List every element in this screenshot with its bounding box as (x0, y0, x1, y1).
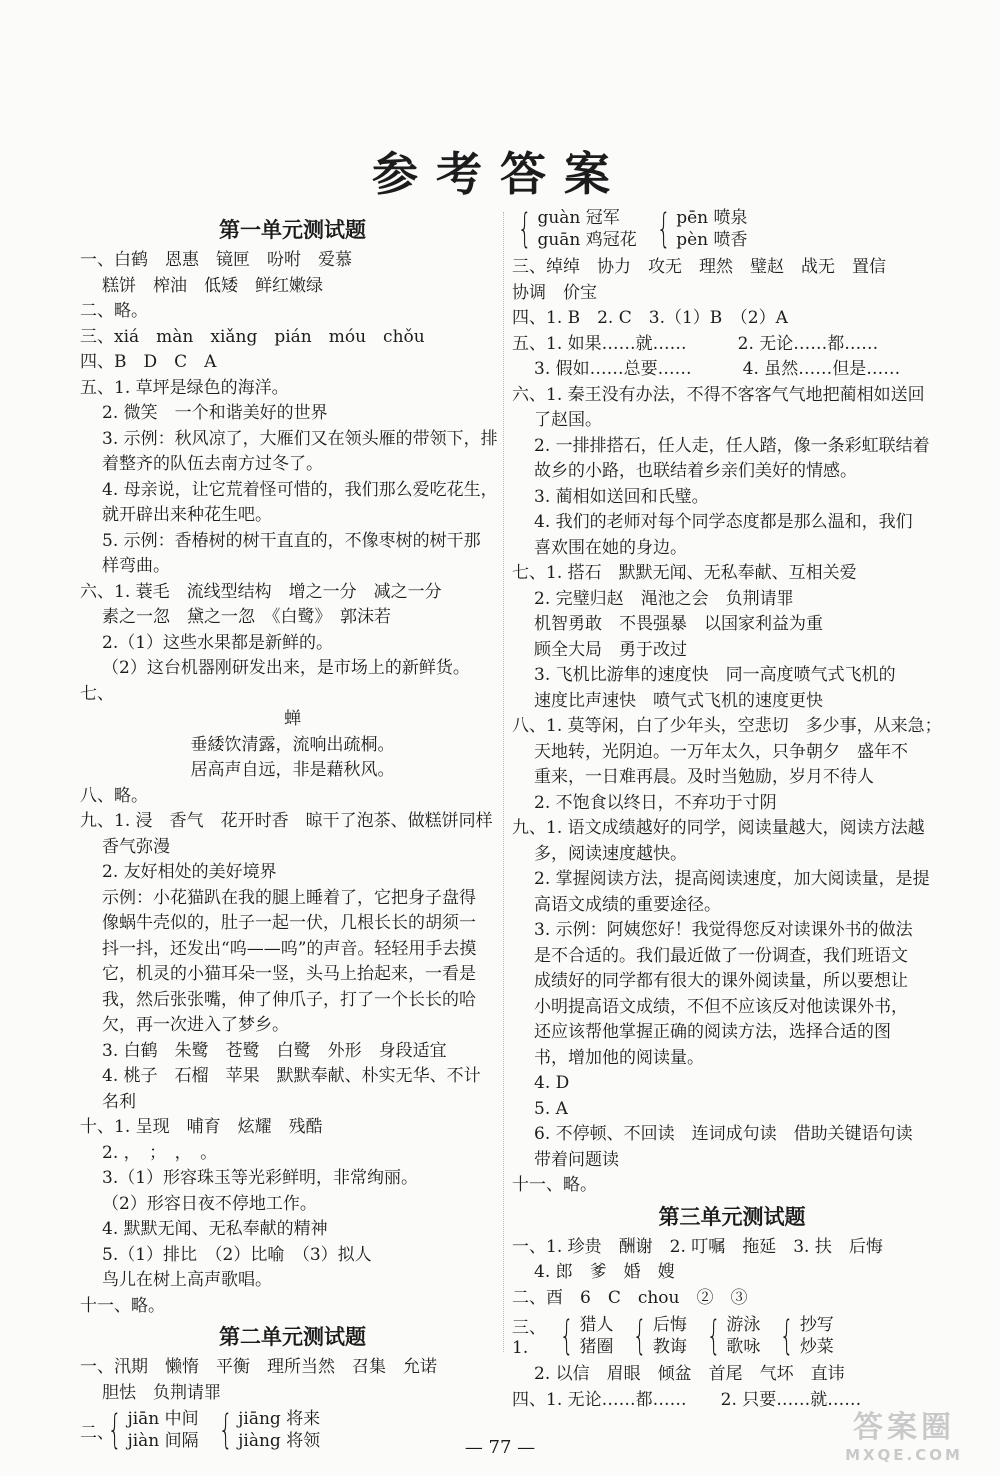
answer-line: 我，然后张张嘴，伸了伸爪子，打了一个长长的哈 (102, 989, 476, 1010)
answer-line: （2）形容日夜不停地工作。 (102, 1193, 317, 1214)
answer-line: 3. 示例：阿姨您好！我觉得您反对读课外书的做法 (534, 920, 913, 940)
pinyin-group (651, 207, 748, 251)
brace-icon: { (633, 1312, 648, 1359)
answer-line: 4. 母亲说，让它荒着怪可惜的，我们那么爱吃花生， (102, 479, 498, 500)
answer-line: 二、略。 (80, 301, 148, 321)
word-item: 炒菜 (799, 1336, 834, 1357)
answer-line: 欠，再一次进入了梦乡。 (102, 1015, 289, 1035)
answer-line: 2. 微笑 一个和谐美好的世界 (102, 403, 328, 423)
answer-line: （2）这台机器刚研发出来，是市场上的新鲜货。 (102, 658, 470, 678)
brace-icon: { (218, 1407, 233, 1453)
answer-line: 2. 不饱食以终日，不弃功于寸阴 (534, 792, 777, 813)
answer-line: 七、 (80, 683, 114, 704)
answer-line: 喜欢围在她的身边。 (534, 537, 687, 558)
answer-line: 了赵国。 (534, 410, 602, 430)
answer-line: 十一、略。 (80, 1295, 165, 1316)
answer-line: 协调 价宝 (512, 282, 597, 303)
answer-line: 示例：小花猫趴在我的腿上睡着了，它把身子盘得 (102, 887, 476, 908)
answer-line: 五、1. 如果……就…… 2. 无论……都…… (512, 333, 879, 354)
answer-line: 带着问题读 (534, 1149, 619, 1170)
answer-line: 还应该帮他掌握正确的阅读方法，选择合适的图 (534, 1022, 891, 1042)
pinyin-item: guān 鸡冠花 (537, 230, 637, 250)
answer-line: 6. 不停顿、不回读 连词成句读 借助关键语句读 (534, 1124, 913, 1144)
watermark-logo (814, 1410, 994, 1470)
brace-icon: { (107, 1407, 122, 1453)
answer-line: 一、白鹤 恩惠 镜匣 吩咐 爱慕 (80, 250, 352, 270)
word-item: 游泳 (726, 1314, 761, 1335)
answer-line: 3. 假如……总要…… 4. 虽然……但是…… (534, 359, 901, 379)
question-label: 三、1. (512, 1318, 546, 1358)
answer-line: 八、1. 莫等闲，白了少年头，空悲切 多少事，从来急； (512, 716, 942, 736)
answer-line: 4. 我们的老师对每个同学态度都是那么温和，我们 (534, 512, 913, 532)
pinyin-item: guàn 冠军 (537, 208, 620, 228)
word-item: 抄写 (799, 1314, 834, 1335)
answer-line: 5.（1）排比 （2）比喻 （3）拟人 (102, 1244, 372, 1265)
answer-line: 它，机灵的小猫耳朵一竖，头马上抬起来，一看是 (102, 964, 476, 984)
answer-line: 六、1. 蓑毛 流线型结构 增之一分 减之一分 (80, 581, 442, 602)
answer-line: 机智勇敢 不畏强暴 以国家利益为重 (534, 614, 823, 634)
answer-line: 素之一忽 黛之一忽 《白鹭》 郭沫若 (102, 607, 391, 627)
answer-line: 4. 桃子 石榴 苹果 默默奉献、朴实无华、不计 (102, 1066, 481, 1086)
page-number: — 77 — (464, 1437, 536, 1458)
answer-line: 速度比声速快 喷气式飞机的速度更快 (534, 690, 823, 711)
answer-line: 3.（1）形容珠玉等光彩鲜明，非常绚丽。 (102, 1168, 419, 1188)
answer-line: 八、略。 (80, 785, 148, 806)
word-group (627, 1314, 686, 1358)
word-item: 后悔 (652, 1314, 687, 1335)
answer-line: 样弯曲。 (102, 556, 170, 576)
answer-line: 香气弥漫 (102, 836, 170, 857)
word-group (554, 1314, 613, 1358)
unit1-answers (80, 248, 505, 1319)
pinyin-item: pèn 喷香 (676, 230, 748, 250)
answer-line: 高语文成绩的重要途径。 (534, 894, 721, 915)
answer-line: 名利 (102, 1091, 136, 1112)
brace-icon: { (517, 206, 532, 252)
answer-line: 四、1. B 2. C 3.（1）B （2）A (512, 308, 788, 328)
answer-line: 多，阅读速度越快。 (534, 843, 687, 864)
word-brace-row (512, 1313, 952, 1358)
poem-title: 蝉 (284, 709, 301, 729)
answer-line: 胆怯 负荆请罪 (102, 1382, 221, 1403)
answer-line: 2. 掌握阅读方法，提高阅读速度，加大阅读量，是提 (534, 869, 930, 889)
answer-line: 三、xiá màn xiǎng pián móu chǒu (80, 326, 425, 347)
answer-line: 4. 郎 爹 婚 嫂 (534, 1262, 675, 1282)
poem-line: 居高声自远，非是藉秋风。 (190, 760, 395, 780)
answer-line: 五、1. 草坪是绿色的海洋。 (80, 377, 289, 398)
brace-icon: { (780, 1312, 795, 1359)
answer-line: 顾全大局 勇于改过 (534, 639, 687, 660)
unit2-heading: 第二单元测试题 (219, 1325, 366, 1349)
answer-line: 2.（1）这些水果都是新鲜的。 (102, 632, 334, 653)
answer-line: 小明提高语文成绩，不但不应该反对他读课外书， (534, 996, 908, 1017)
answer-line: 糕饼 榨油 低矮 鲜红嫩绿 (102, 275, 323, 296)
answer-line: 九、1. 浸 香气 花开时香 晾干了泡茶、做糕饼同样 (80, 811, 493, 831)
pinyin-item: jiāng 将来 (238, 1409, 321, 1429)
answer-line: 四、B D C A (80, 352, 217, 372)
pinyin-brace-row (512, 207, 952, 251)
answer-line: 三、绰绰 协力 攻无 理然 璧赵 战无 置信 (512, 257, 886, 277)
brace-icon: { (559, 1312, 574, 1359)
answer-line: 3. 飞机比游隼的速度快 同一高度喷气式飞机的 (534, 665, 896, 685)
answer-line: 着整齐的队伍去南方过冬了。 (102, 454, 323, 474)
pinyin-group (512, 207, 637, 251)
answer-line: 像蜗牛壳似的，肚子一起一伏，几根长长的胡须一 (102, 913, 476, 933)
watermark-text: 答案圈 (853, 1410, 955, 1445)
poem-line: 垂緌饮清露，流响出疏桐。 (190, 734, 395, 755)
answer-line: 二、酉 6 C chou ② ③ (512, 1287, 748, 1308)
word-item: 歌咏 (726, 1336, 761, 1357)
answer-line: 天地转，光阴迫。一万年太久，只争朝夕 盛年不 (534, 741, 908, 762)
unit3-heading: 第三单元测试题 (658, 1204, 806, 1229)
answer-line: 2. 一排排搭石，任人走，任人踏，像一条彩虹联结着 (534, 435, 930, 456)
word-item: 教诲 (652, 1336, 687, 1357)
brace-icon: { (706, 1312, 721, 1359)
question-label: 二、 (80, 1422, 114, 1443)
answer-line: 5. A (534, 1098, 568, 1119)
answer-line: 2. ， ； ， 。 (102, 1142, 218, 1163)
watermark-url: MXQE.COM (845, 1446, 963, 1464)
answer-line: 重来，一日难再晨。及时当勉励，岁月不待人 (534, 767, 874, 787)
answer-line: 一、1. 珍贵 酬谢 2. 叮嘱 拖延 3. 扶 后悔 (512, 1236, 883, 1257)
pinyin-item: jiān 中间 (127, 1409, 199, 1429)
answer-line: 十、1. 呈现 哺育 炫耀 残酷 (80, 1117, 323, 1137)
answer-line: 一、汛期 懒惰 平衡 理所当然 召集 允诺 (80, 1357, 437, 1377)
answer-line: 3. 示例：秋风凉了，大雁们又在领头雁的带领下，排 (102, 428, 498, 449)
answer-line: 六、1. 秦王没有办法，不得不客客气气地把蔺相如送回 (512, 384, 925, 405)
answer-line: 是不合适的。我们最近做了一份调查，我们班语文 (534, 945, 908, 966)
pinyin-item: jiàng 将领 (238, 1431, 321, 1451)
answer-line: 2. 以信 眉眼 倾盆 首尾 气坏 直讳 (534, 1364, 845, 1384)
pinyin-item: jiàn 间隔 (127, 1431, 199, 1451)
pinyin-item: pēn 喷泉 (676, 208, 748, 228)
answer-line: 成绩好的同学都有很大的课外阅读量，所以要想让 (534, 971, 908, 991)
answer-line: 故乡的小路，也联结着乡亲们美好的情感。 (534, 461, 857, 481)
answer-line: 5. 示例：香椿树的树干直直的，不像枣树的树干那 (102, 530, 481, 551)
right-column (512, 205, 952, 1413)
word-group (774, 1314, 833, 1358)
answer-line: 4. D (534, 1073, 570, 1093)
answer-line: 七、1. 搭石 默默无闻、无私奉献、互相关爱 (512, 563, 857, 583)
answer-line: 鸟儿在树上高声歌唱。 (102, 1270, 272, 1290)
answer-line: 四、1. 无论……都…… 2. 只要……就…… (512, 1389, 862, 1410)
answer-line: 2. 友好相处的美好境界 (102, 862, 277, 882)
answer-line: 十一、略。 (512, 1175, 597, 1195)
answer-line: 4. 默默无闻、无私奉献的精神 (102, 1219, 328, 1239)
answer-line: 就开辟出来种花生吧。 (102, 505, 272, 525)
word-item: 猎人 (579, 1314, 614, 1335)
answer-line: 3. 白鹤 朱鹭 苍鹭 白鹭 外形 身段适宜 (102, 1040, 447, 1061)
left-column (80, 212, 505, 1456)
answer-line: 2. 完璧归赵 渑池之会 负荆请罪 (534, 588, 794, 609)
brace-icon: { (656, 206, 671, 252)
answer-line: 抖一抖，还发出“呜——呜”的声音。轻轻用手去摸 (102, 938, 477, 959)
word-group (701, 1314, 760, 1358)
answer-line: 书，增加他的阅读量。 (534, 1047, 704, 1068)
page-title: 参考答案 (372, 147, 628, 201)
answer-line: 3. 蔺相如送回和氏璧。 (534, 486, 709, 507)
answer-line: 九、1. 语文成绩越好的同学，阅读量越大，阅读方法越 (512, 818, 925, 838)
word-item: 猪圈 (579, 1336, 614, 1357)
unit1-heading: 第一单元测试题 (219, 218, 366, 242)
